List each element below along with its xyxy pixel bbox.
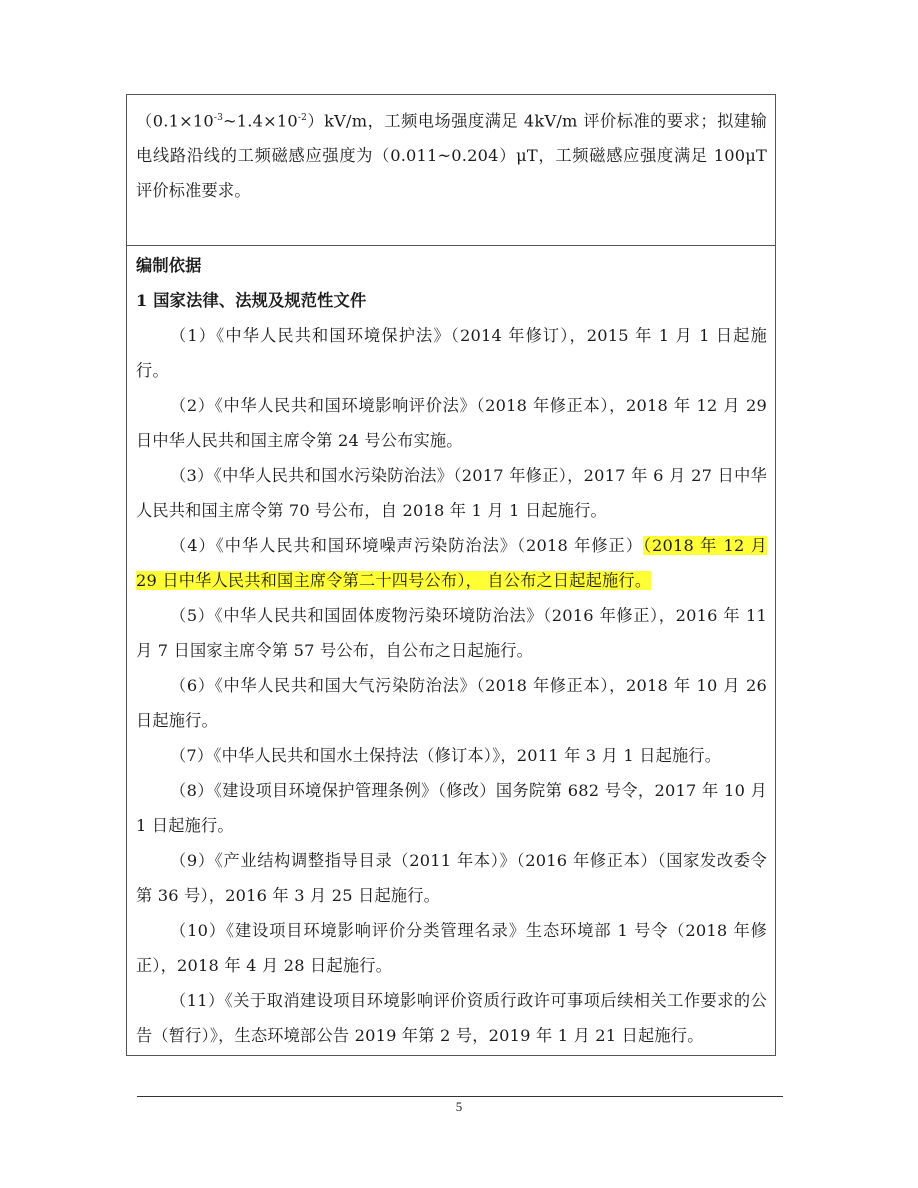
section-heading: 编制依据 bbox=[136, 256, 202, 275]
basis-cell bbox=[126, 245, 776, 1056]
list-item: （7）《中华人民共和国水土保持法（修订本）》，2011 年 3 月 1 日起施行。 bbox=[170, 746, 722, 765]
summary-cell bbox=[126, 94, 776, 246]
subsection-heading: 1 国家法律、法规及规范性文件 bbox=[136, 291, 367, 310]
summary-paragraph: $(0.1\times 10^{-3}\sim 1.4\times 10^{-2})kV/m$，工频电场强度满足 4kV/m 评价标准的要求；拟建输电线路沿线的工频磁感应强度为（0.011~0.204）μT，工频磁感应强度满足 100μT 评价标准要求。 bbox=[136, 111, 767, 201]
list-item-highlighted: （4）《中华人民共和国环境噪声污染防治法》（2018 年修正）（2018 年 12 月 29 日中华人民共和国主席令第二十四号公布）， 自公布之日起起施行。 bbox=[136, 536, 768, 590]
list-item: （5）《中华人民共和国固体废物污染环境防治法》（2016 年修正），2016 年 11 月 7 日国家主席令第 57 号公布，自公布之日起施行。 bbox=[136, 606, 767, 660]
list-item: （8）《建设项目环境保护管理条例》（修改）国务院第 682 号令，2017 年 10 月 1 日起施行。 bbox=[136, 781, 767, 835]
list-item: （2）《中华人民共和国环境影响评价法》（2018 年修正本），2018 年 12 月 29 日中华人民共和国主席令第 24 号公布实施。 bbox=[136, 396, 767, 450]
list-item: （11）《关于取消建设项目环境影响评价资质行政许可事项后续相关工作要求的公告（暂行）》，生态环境部公告 2019 年第 2 号，2019 年 1 月 21 日起施行。 bbox=[136, 991, 767, 1045]
footer-divider bbox=[137, 1096, 783, 1097]
page-number: 5 bbox=[455, 1099, 463, 1114]
highlighted-text: （2018 年 12 月 29 日中华人民共和国主席令第二十四号公布）， 自公布之日起起施行。 bbox=[136, 536, 768, 590]
list-item: （9）《产业结构调整指导目录（2011 年本）》（2016 年修正本）（国家发改委令第 36 号），2016 年 3 月 25 日起施行。 bbox=[136, 851, 767, 905]
list-item: （10）《建设项目环境影响评价分类管理名录》生态环境部 1 号令（2018 年修正），2018 年 4 月 28 日起施行。 bbox=[136, 921, 767, 975]
list-item: （3）《中华人民共和国水污染防治法》（2017 年修正），2017 年 6 月 27 日中华人民共和国主席令第 70 号公布，自 2018 年 1 月 1 日起施行。 bbox=[136, 466, 767, 520]
list-item: （6）《中华人民共和国大气污染防治法》（2018 年修正本），2018 年 10 月 26 日起施行。 bbox=[136, 676, 767, 730]
list-item: （1）《中华人民共和国环境保护法》（2014 年修订），2015 年 1 月 1 日起施行。 bbox=[136, 326, 767, 380]
